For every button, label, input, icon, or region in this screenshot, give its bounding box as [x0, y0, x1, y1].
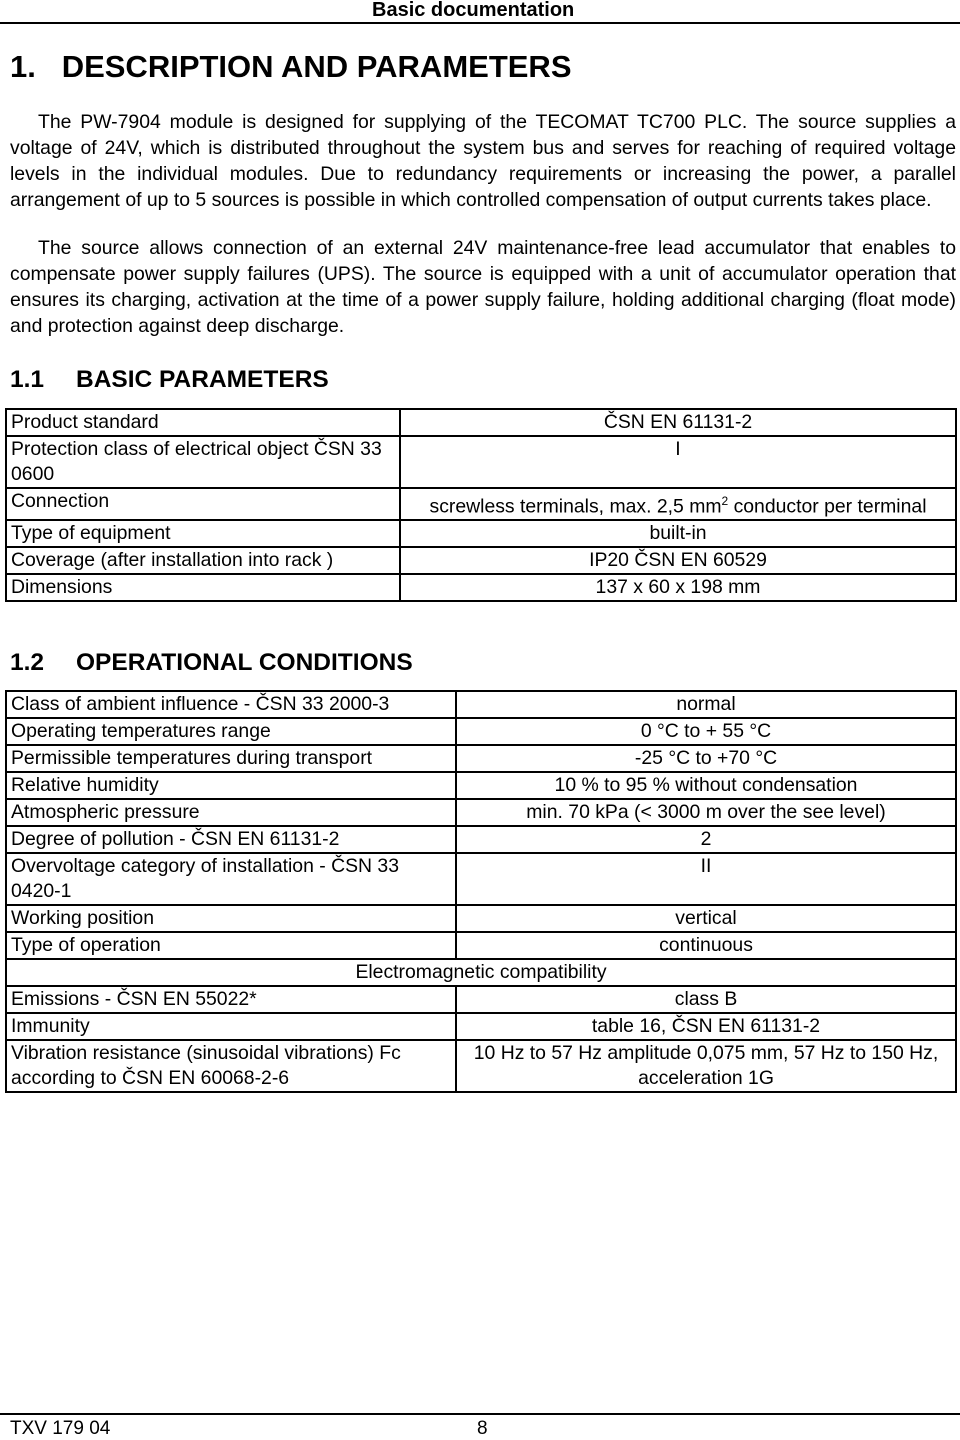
operational-conditions-number: 1.2 — [10, 649, 45, 676]
condition-label: Type of operation — [6, 932, 456, 959]
table-row — [6, 691, 956, 718]
param-label: Type of equipment — [6, 520, 400, 547]
table-row — [6, 745, 956, 772]
table-row — [6, 520, 956, 547]
condition-label: Emissions - ČSN EN 55022* — [6, 986, 456, 1013]
condition-value: -25 °C to +70 °C — [456, 745, 956, 772]
param-value — [400, 488, 956, 520]
condition-label: Overvoltage category of installation - ČSN 33 0420-1 — [6, 853, 456, 905]
param-label: Protection class of electrical object ČSN 33 0600 — [6, 436, 400, 488]
condition-label: Atmospheric pressure — [6, 799, 456, 826]
table-row — [6, 1013, 956, 1040]
basic-parameters-title: BASIC PARAMETERS — [76, 366, 329, 393]
param-value: built-in — [400, 520, 956, 547]
operational-conditions-title: OPERATIONAL CONDITIONS — [76, 649, 413, 676]
table-row — [6, 718, 956, 745]
table-row — [6, 488, 956, 520]
intro-paragraph-1 — [10, 109, 956, 213]
condition-value: normal — [456, 691, 956, 718]
footer-document-number: TXV 179 04 — [10, 1418, 111, 1439]
condition-label: Class of ambient influence - ČSN 33 2000-3 — [6, 691, 456, 718]
running-header: Basic documentation — [372, 0, 575, 21]
page-number: 8 — [477, 1418, 488, 1439]
condition-value: class B — [456, 986, 956, 1013]
header-rule — [0, 22, 960, 24]
condition-value: II — [456, 853, 956, 905]
table-row — [6, 853, 956, 905]
intro-paragraph-2 — [10, 235, 956, 339]
condition-label: Working position — [6, 905, 456, 932]
table-row — [6, 986, 956, 1013]
table-row — [6, 799, 956, 826]
param-value-text: screwless terminals, max. 2,5 mm — [429, 495, 722, 518]
condition-value: 2 — [456, 826, 956, 853]
table-row — [6, 547, 956, 574]
condition-label: Immunity — [6, 1013, 456, 1040]
param-label: Product standard — [6, 409, 400, 436]
condition-value: continuous — [456, 932, 956, 959]
condition-label: Vibration resistance (sinusoidal vibrations) Fc according to ČSN EN 60068-2-6 — [6, 1040, 456, 1092]
param-value: ČSN EN 61131-2 — [400, 409, 956, 436]
condition-label: Permissible temperatures during transport — [6, 745, 456, 772]
param-value: I — [400, 436, 956, 488]
table-row — [6, 932, 956, 959]
table-row — [6, 772, 956, 799]
section-heading: 1. DESCRIPTION AND PARAMETERS — [10, 49, 572, 84]
condition-value: table 16, ČSN EN 61131-2 — [456, 1013, 956, 1040]
table-row — [6, 1040, 956, 1092]
param-value: 137 x 60 x 198 mm — [400, 574, 956, 601]
condition-label: Relative humidity — [6, 772, 456, 799]
param-value-superscript: 2 — [721, 494, 729, 508]
condition-value: 10 Hz to 57 Hz amplitude 0,075 mm, 57 Hz to 150 Hz, acceleration 1G — [456, 1040, 956, 1092]
emc-group-heading: Electromagnetic compatibility — [6, 959, 956, 986]
table-row — [6, 574, 956, 601]
condition-value: 0 °C to + 55 °C — [456, 718, 956, 745]
condition-value: 10 % to 95 % without condensation — [456, 772, 956, 799]
condition-label: Operating temperatures range — [6, 718, 456, 745]
param-label: Coverage (after installation into rack ) — [6, 547, 400, 574]
table-row — [6, 959, 956, 986]
param-label: Connection — [6, 488, 400, 520]
intro-paragraph-1-text: The PW-7904 module is designed for supplying of the TECOMAT TC700 PLC. The source supplies a voltage of 24V, which is distributed throughout the system bus and serves for reaching of required voltage levels in the individual modules. Due to redundancy requirements or increasing the power, a parallel arrangement of up to 5 sources is possible in which controlled compensation of output currents takes place. — [10, 111, 956, 211]
table-row — [6, 826, 956, 853]
intro-paragraph-2-text: The source allows connection of an external 24V maintenance-free lead accumulator that enables to compensate power supply failures (UPS). The source is equipped with a unit of accumulator operation that ensures its charging, activation at the time of a power supply failure, holding additional charging (float mode) and protection against deep discharge. — [10, 237, 956, 337]
param-value: IP20 ČSN EN 60529 — [400, 547, 956, 574]
param-label: Dimensions — [6, 574, 400, 601]
table-row — [6, 436, 956, 488]
table-row — [6, 409, 956, 436]
condition-label: Degree of pollution - ČSN EN 61131-2 — [6, 826, 456, 853]
operational-conditions-heading — [10, 648, 413, 678]
condition-value: vertical — [456, 905, 956, 932]
table-row — [6, 905, 956, 932]
basic-parameters-number: 1.1 — [10, 366, 45, 393]
condition-value: min. 70 kPa (< 3000 m over the see level) — [456, 799, 956, 826]
footer-rule — [0, 1413, 960, 1415]
param-value-text: conductor per terminal — [728, 495, 927, 518]
operational-conditions-table — [5, 690, 957, 1093]
basic-parameters-table — [5, 408, 957, 602]
basic-parameters-heading — [10, 365, 329, 395]
